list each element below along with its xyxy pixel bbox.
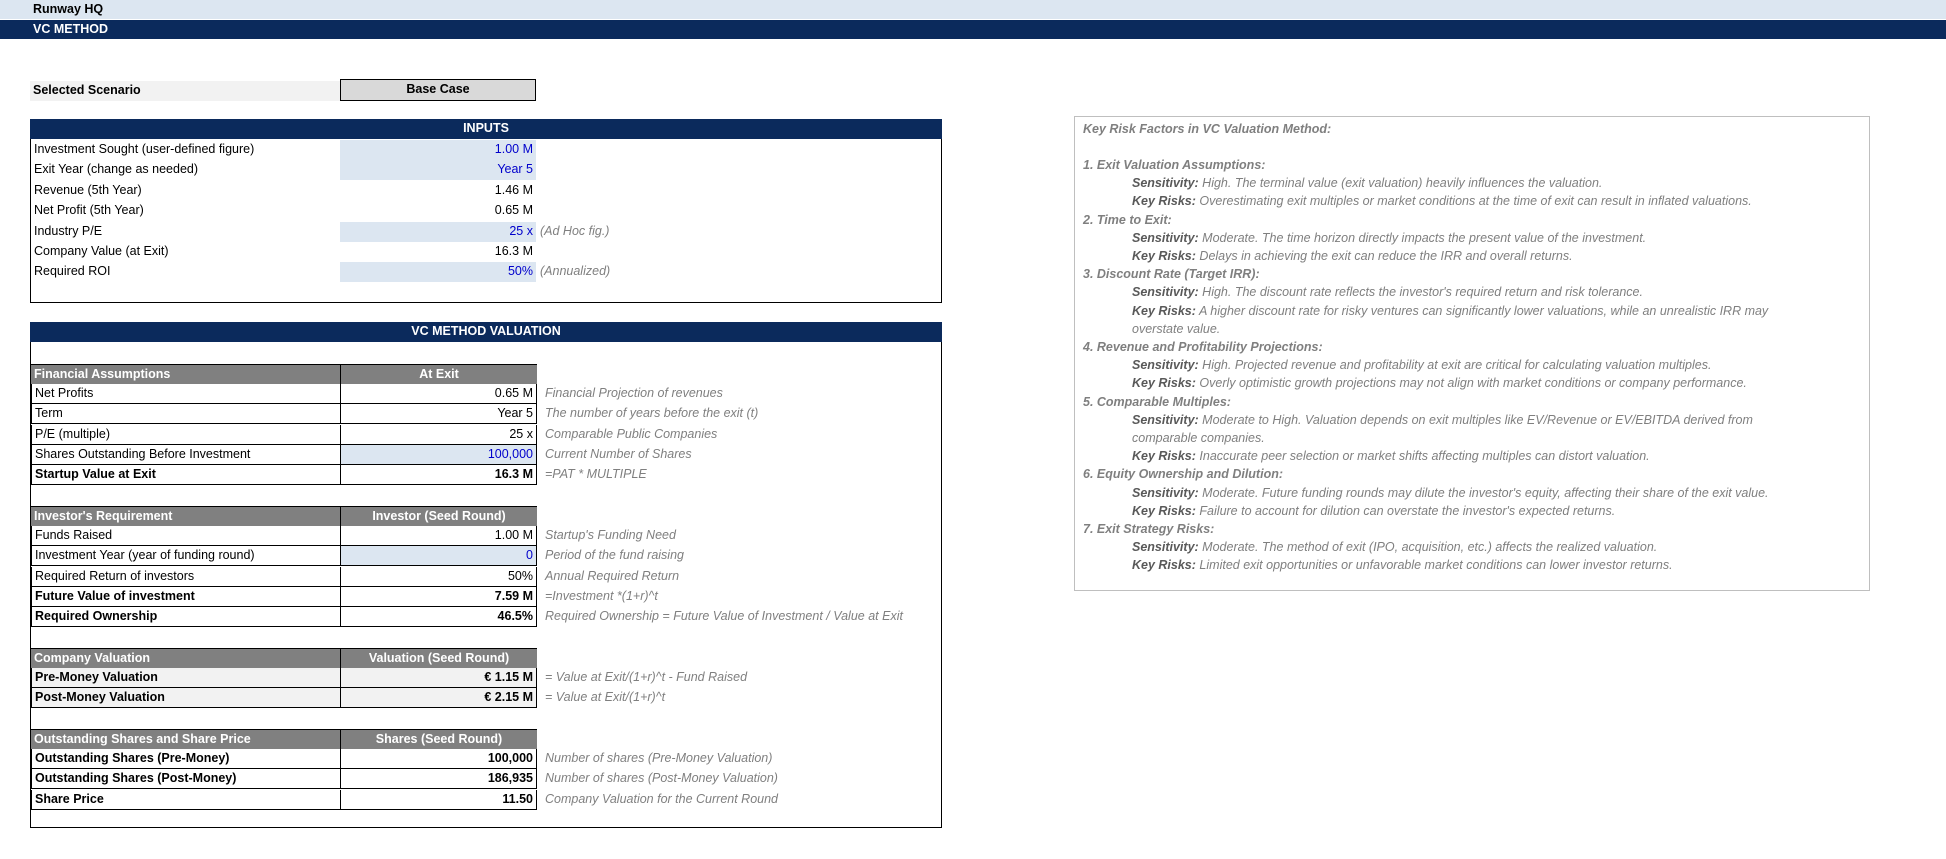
financial-row-label: Shares Outstanding Before Investment — [31, 445, 341, 465]
risk-keyrisks-line — [1132, 374, 1747, 392]
sheet-title-bar — [0, 20, 1946, 39]
input-row-label: Exit Year (change as needed) — [34, 162, 199, 176]
investor-row-value: 46.5% — [340, 607, 537, 627]
risk-keyrisks-line — [1132, 556, 1673, 574]
risk-heading: 3. Discount Rate (Target IRR): — [1083, 267, 1260, 281]
workbook-title: Runway HQ — [33, 2, 104, 16]
shares-row-value: 11.50 — [340, 790, 537, 810]
financial-row-note: Comparable Public Companies — [545, 427, 718, 441]
input-row-label: Investment Sought (user-defined figure) — [34, 142, 255, 156]
key-risks-label: Key Risks: — [1132, 304, 1196, 318]
input-row-value[interactable]: 25 x — [340, 222, 536, 242]
input-row-value: 16.3 M — [494, 244, 533, 258]
key-risks-label: Key Risks: — [1132, 449, 1196, 463]
risk-keyrisks-line — [1132, 192, 1752, 210]
sensitivity-text: High. The discount rate reflects the investor's required return and risk tolerance. — [1202, 285, 1643, 299]
company-row-value: € 2.15 M — [340, 688, 537, 708]
shares-header-column: Shares (Seed Round) — [340, 729, 537, 749]
shares-row-label: Outstanding Shares (Pre-Money) — [31, 749, 341, 769]
input-row-note: (Annualized) — [540, 264, 611, 278]
sensitivity-label: Sensitivity: — [1132, 231, 1199, 245]
risk-heading: 1. Exit Valuation Assumptions: — [1083, 158, 1266, 172]
financial-row-note: The number of years before the exit (t) — [545, 406, 759, 420]
investor-row-note: Startup's Funding Need — [545, 528, 676, 542]
risk-sensitivity-line — [1132, 229, 1646, 247]
sensitivity-label: Sensitivity: — [1132, 176, 1199, 190]
financial-header-label: Financial Assumptions — [31, 364, 340, 384]
input-row-value: 1.46 M — [494, 183, 533, 197]
financial-row-note: =PAT * MULTIPLE — [545, 467, 647, 481]
risk-factors-panel — [1074, 116, 1870, 591]
key-risks-label: Key Risks: — [1132, 504, 1196, 518]
sensitivity-label: Sensitivity: — [1132, 358, 1199, 372]
input-row-value: 0.65 M — [494, 203, 533, 217]
key-risks-text: Limited exit opportunities or unfavorable market conditions can lower investor returns. — [1199, 558, 1673, 572]
input-row-label: Required ROI — [34, 264, 111, 278]
sensitivity-text: Moderate to High. Valuation depends on exit multiples like EV/Revenue or EV/EBITDA derived from — [1202, 413, 1753, 427]
financial-row-value: 16.3 M — [340, 465, 537, 485]
shares-row-label: Outstanding Shares (Post-Money) — [31, 769, 341, 789]
financial-row-note: Current Number of Shares — [545, 447, 692, 461]
sensitivity-text: Moderate. Future funding rounds may dilute the investor's equity, affecting their share of the exit value. — [1202, 486, 1769, 500]
shares-row-note: Number of shares (Post-Money Valuation) — [545, 771, 778, 785]
key-risks-text: Overly optimistic growth projections may not align with market conditions or company performance. — [1199, 376, 1747, 390]
investor-header-label: Investor's Requirement — [31, 506, 340, 526]
investor-row-note: Period of the fund raising — [545, 548, 684, 562]
workbook-title-bar — [0, 0, 1946, 19]
financial-header-column: At Exit — [340, 364, 537, 384]
financial-row-label: Startup Value at Exit — [31, 465, 341, 485]
investor-header-column: Investor (Seed Round) — [340, 506, 537, 526]
company-row-note: = Value at Exit/(1+r)^t - Fund Raised — [545, 670, 748, 684]
investor-row-label: Required Return of investors — [31, 567, 341, 587]
input-row-label: Revenue (5th Year) — [34, 183, 142, 197]
risk-sensitivity-line — [1132, 484, 1769, 502]
financial-row-value: 0.65 M — [340, 384, 537, 404]
risk-sensitivity-line — [1132, 356, 1711, 374]
key-risks-text: Delays in achieving the exit can reduce the IRR and overall returns. — [1199, 249, 1573, 263]
investor-row-label: Funds Raised — [31, 526, 341, 546]
shares-row-value: 100,000 — [340, 749, 537, 769]
risk-heading: 5. Comparable Multiples: — [1083, 395, 1231, 409]
investor-row-value: 7.59 M — [340, 587, 537, 607]
input-row-label: Industry P/E — [34, 224, 103, 238]
financial-row-value: Year 5 — [340, 404, 537, 424]
investor-row-label: Investment Year (year of funding round) — [31, 546, 341, 566]
key-risks-text: A higher discount rate for risky ventures can significantly lower valuations, while an unrealistic IRR may — [1198, 304, 1769, 318]
key-risks-text: Failure to account for dilution can overstate the investor's expected returns. — [1199, 504, 1616, 518]
key-risks-label: Key Risks: — [1132, 376, 1196, 390]
company-row-note: = Value at Exit/(1+r)^t — [545, 690, 666, 704]
sensitivity-label: Sensitivity: — [1132, 285, 1199, 299]
risk-sensitivity-line — [1132, 283, 1643, 301]
sensitivity-label: Sensitivity: — [1132, 486, 1199, 500]
key-risks-label: Key Risks: — [1132, 194, 1196, 208]
key-risks-text: Overestimating exit multiples or market conditions at the time of exit can result in inflated valuations. — [1199, 194, 1752, 208]
risk-heading: 6. Equity Ownership and Dilution: — [1083, 467, 1284, 481]
shares-row-note: Number of shares (Pre-Money Valuation) — [545, 751, 773, 765]
financial-row-label: P/E (multiple) — [31, 425, 341, 445]
scenario-label: Selected Scenario — [30, 81, 340, 101]
investor-row-note: Annual Required Return — [545, 569, 680, 583]
sensitivity-text-cont: comparable companies. — [1132, 431, 1265, 445]
investor-row-value[interactable]: 0 — [340, 546, 537, 566]
valuation-header: VC METHOD VALUATION — [30, 322, 942, 342]
input-row-value[interactable]: 1.00 M — [340, 140, 536, 160]
sensitivity-label: Sensitivity: — [1132, 413, 1199, 427]
shares-header-label: Outstanding Shares and Share Price — [31, 729, 340, 749]
financial-row-note: Financial Projection of revenues — [545, 386, 723, 400]
key-risks-text-cont: overstate value. — [1132, 322, 1221, 336]
input-row-label: Company Value (at Exit) — [34, 244, 169, 258]
shares-row-note: Company Valuation for the Current Round — [545, 792, 779, 806]
company-row-label: Post-Money Valuation — [31, 688, 341, 708]
key-risks-label: Key Risks: — [1132, 558, 1196, 572]
investor-row-value: 1.00 M — [340, 526, 537, 546]
investor-row-label: Future Value of investment — [31, 587, 341, 607]
risk-heading: 2. Time to Exit: — [1083, 213, 1172, 227]
financial-row-value[interactable]: 100,000 — [340, 445, 537, 465]
investor-row-value: 50% — [340, 567, 537, 587]
shares-row-label: Share Price — [31, 790, 341, 810]
risk-keyrisks-line — [1132, 302, 1768, 320]
financial-row-label: Term — [31, 404, 341, 424]
risk-sensitivity-line — [1132, 411, 1753, 429]
risk-heading: 7. Exit Strategy Risks: — [1083, 522, 1215, 536]
risk-sensitivity-line — [1132, 538, 1657, 556]
sensitivity-text: Moderate. The method of exit (IPO, acquisition, etc.) affects the realized valuation. — [1202, 540, 1658, 554]
company-header-column: Valuation (Seed Round) — [340, 648, 537, 668]
company-row-label: Pre-Money Valuation — [31, 668, 341, 688]
investor-row-label: Required Ownership — [31, 607, 341, 627]
key-risks-text: Inaccurate peer selection or market shifts affecting multiples can distort valuation. — [1199, 449, 1650, 463]
scenario-dropdown[interactable]: Base Case — [340, 79, 536, 101]
sheet-title: VC METHOD — [33, 22, 108, 36]
risk-heading: 4. Revenue and Profitability Projections: — [1083, 340, 1323, 354]
risk-keyrisks-line — [1132, 502, 1615, 520]
financial-row-value: 25 x — [340, 425, 537, 445]
risk-title: Key Risk Factors in VC Valuation Method: — [1083, 122, 1332, 136]
risk-sensitivity-line — [1132, 174, 1602, 192]
financial-row-label: Net Profits — [31, 384, 341, 404]
input-row-value[interactable]: 50% — [340, 262, 536, 282]
sensitivity-text: High. Projected revenue and profitability at exit are critical for calculating valuation multiples. — [1202, 358, 1712, 372]
sensitivity-text: Moderate. The time horizon directly impacts the present value of the investment. — [1202, 231, 1647, 245]
input-row-label: Net Profit (5th Year) — [34, 203, 144, 217]
risk-keyrisks-line — [1132, 247, 1573, 265]
investor-row-note: =Investment *(1+r)^t — [545, 589, 658, 603]
company-row-value: € 1.15 M — [340, 668, 537, 688]
company-header-label: Company Valuation — [31, 648, 340, 668]
inputs-header: INPUTS — [30, 119, 942, 139]
shares-row-value: 186,935 — [340, 769, 537, 789]
sensitivity-label: Sensitivity: — [1132, 540, 1199, 554]
risk-keyrisks-line — [1132, 447, 1650, 465]
input-row-note: (Ad Hoc fig.) — [540, 224, 610, 238]
sensitivity-text: High. The terminal value (exit valuation) heavily influences the valuation. — [1202, 176, 1603, 190]
key-risks-label: Key Risks: — [1132, 249, 1196, 263]
input-row-value[interactable]: Year 5 — [340, 160, 536, 180]
investor-row-note: Required Ownership = Future Value of Investment / Value at Exit — [545, 609, 903, 623]
